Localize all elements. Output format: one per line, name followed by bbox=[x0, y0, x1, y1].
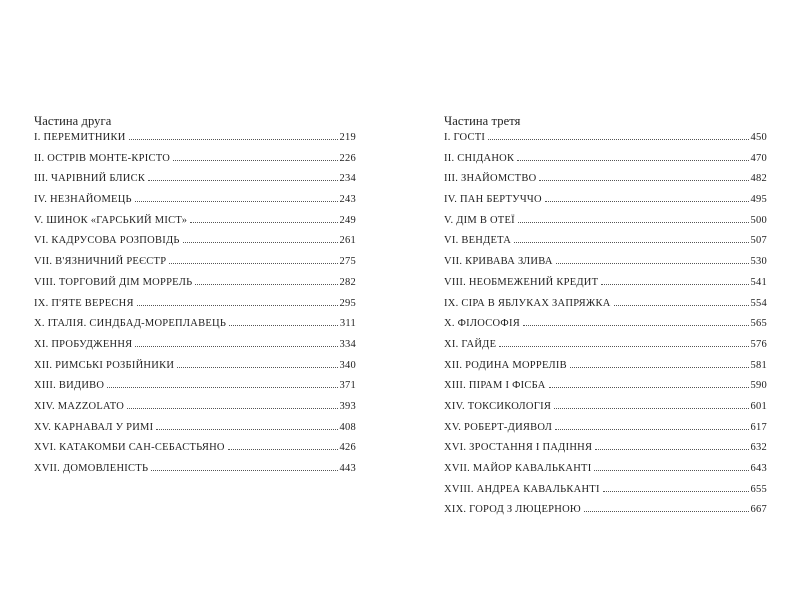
dot-leader bbox=[229, 324, 338, 326]
dot-leader bbox=[195, 283, 337, 285]
toc-entry[interactable] bbox=[444, 153, 767, 174]
dot-leader bbox=[173, 159, 337, 161]
toc-entry-page-number: 371 bbox=[339, 380, 356, 392]
toc-entry[interactable] bbox=[444, 484, 767, 505]
toc-entry-page-number: 311 bbox=[339, 318, 356, 330]
toc-entry[interactable] bbox=[34, 401, 356, 422]
toc-entry[interactable] bbox=[444, 442, 767, 463]
toc-entry-title: VII. В'ЯЗНИЧНИЙ РЕЄСТР bbox=[34, 256, 167, 268]
toc-entry[interactable] bbox=[34, 235, 356, 256]
toc-entry-page-number: 655 bbox=[750, 483, 767, 495]
toc-entry-page-number: 667 bbox=[750, 504, 767, 516]
toc-entry-page-number: 393 bbox=[339, 400, 356, 412]
toc-entry[interactable] bbox=[34, 298, 356, 319]
toc-entry-title: VIII. ТОРГОВИЙ ДІМ МОРРЕЛЬ bbox=[34, 276, 193, 288]
toc-entry-page-number: 275 bbox=[339, 256, 356, 268]
dot-leader bbox=[488, 138, 748, 140]
toc-entry[interactable] bbox=[34, 463, 356, 484]
toc-entry-page-number: 295 bbox=[339, 297, 356, 309]
dot-leader bbox=[555, 428, 748, 430]
toc-entry[interactable] bbox=[444, 380, 767, 401]
toc-entry[interactable] bbox=[444, 298, 767, 319]
toc-entry-title: V. ДІМ В ОТЕЇ bbox=[444, 214, 515, 226]
toc-entry[interactable] bbox=[34, 339, 356, 360]
toc-entry[interactable] bbox=[444, 215, 767, 236]
toc-entry-page-number: 243 bbox=[339, 194, 356, 206]
toc-entry-page-number: 590 bbox=[750, 380, 767, 392]
dot-leader bbox=[584, 510, 749, 512]
toc-entry-title: I. ГОСТІ bbox=[444, 132, 486, 143]
toc-entry-page-number: 426 bbox=[339, 442, 356, 454]
toc-entry[interactable] bbox=[34, 277, 356, 298]
toc-entry-title: VI. ВЕНДЕТА bbox=[444, 235, 512, 247]
toc-entry-page-number: 617 bbox=[750, 421, 767, 433]
toc-entry-page-number: 249 bbox=[339, 214, 356, 226]
dot-leader bbox=[228, 448, 338, 450]
toc-entry[interactable] bbox=[444, 235, 767, 256]
dot-leader bbox=[169, 262, 337, 264]
toc-entry-title: XIX. ГОРОД З ЛЮЦЕРНОЮ bbox=[444, 504, 581, 516]
toc-entry[interactable] bbox=[444, 277, 767, 298]
toc-entry-title: IX. СІРА В ЯБЛУКАХ ЗАПРЯЖКА bbox=[444, 297, 611, 309]
toc-entry-page-number: 450 bbox=[750, 132, 767, 143]
toc-entry-title: XII. РИМСЬКІ РОЗБІЙНИКИ bbox=[34, 359, 175, 371]
toc-entry-title: XI. ПРОБУДЖЕННЯ bbox=[34, 338, 133, 350]
toc-entry-page-number: 408 bbox=[339, 421, 356, 433]
dot-leader bbox=[151, 469, 337, 471]
toc-entry-page-number: 541 bbox=[750, 276, 767, 288]
toc-entry-title: XIII. ПІРАМ І ФІСБА bbox=[444, 380, 546, 392]
toc-entry-page-number: 576 bbox=[750, 338, 767, 350]
toc-entry-title: XIV. ТОКСИКОЛОГІЯ bbox=[444, 400, 552, 412]
toc-entry[interactable] bbox=[34, 194, 356, 215]
part-title: Частина третя bbox=[444, 114, 521, 128]
toc-entry[interactable] bbox=[34, 153, 356, 174]
toc-entry-page-number: 554 bbox=[750, 297, 767, 309]
toc-list bbox=[444, 132, 767, 525]
dot-leader bbox=[595, 448, 748, 450]
toc-entry[interactable] bbox=[444, 339, 767, 360]
toc-column-part-two bbox=[34, 113, 356, 484]
dot-leader bbox=[127, 407, 337, 409]
toc-entry-title: VIII. НЕОБМЕЖЕНИЙ КРЕДИТ bbox=[444, 276, 599, 288]
toc-entry-title: XV. РОБЕРТ-ДИЯВОЛ bbox=[444, 421, 553, 433]
toc-entry-page-number: 219 bbox=[339, 132, 356, 143]
toc-entry-title: V. ШИНОК «ГАРСЬКИЙ МІСТ» bbox=[34, 214, 188, 226]
toc-entry-title: X. ІТАЛІЯ. СИНДБАД-МОРЕПЛАВЕЦЬ bbox=[34, 318, 227, 330]
toc-entry-title: II. СНІДАНОК bbox=[444, 152, 515, 164]
toc-entry-page-number: 643 bbox=[750, 463, 767, 474]
toc-entry[interactable] bbox=[444, 463, 767, 484]
toc-entry-title: II. ОСТРІВ МОНТЕ-КРІСТО bbox=[34, 152, 171, 164]
toc-entry[interactable] bbox=[34, 318, 356, 339]
toc-entry-title: XVII. МАЙОР КАВАЛЬКАНТІ bbox=[444, 463, 592, 474]
toc-entry[interactable] bbox=[444, 401, 767, 422]
toc-entry-title: III. ЧАРІВНИЙ БЛИСК bbox=[34, 173, 146, 185]
toc-entry-title: XVIII. АНДРЕА КАВАЛЬКАНТІ bbox=[444, 483, 600, 495]
toc-entry-title: X. ФІЛОСОФІЯ bbox=[444, 318, 520, 330]
toc-entry[interactable] bbox=[34, 380, 356, 401]
dot-leader bbox=[539, 179, 748, 181]
toc-entry[interactable] bbox=[444, 504, 767, 525]
toc-entry-page-number: 565 bbox=[750, 318, 767, 330]
toc-entry-page-number: 581 bbox=[750, 359, 767, 371]
dot-leader bbox=[107, 386, 337, 388]
toc-entry-page-number: 234 bbox=[339, 173, 356, 185]
toc-entry[interactable] bbox=[444, 318, 767, 339]
dot-leader bbox=[514, 241, 748, 243]
dot-leader bbox=[601, 283, 748, 285]
toc-entry-page-number: 482 bbox=[750, 173, 767, 185]
toc-entry[interactable] bbox=[34, 360, 356, 381]
toc-entry-title: XV. КАРНАВАЛ У РИМІ bbox=[34, 421, 154, 433]
dot-leader bbox=[518, 221, 749, 223]
toc-entry[interactable] bbox=[444, 360, 767, 381]
toc-entry-title: XVI. КАТАКОМБИ САН-СЕБАСТЬЯНО bbox=[34, 442, 225, 454]
toc-entry[interactable] bbox=[444, 194, 767, 215]
toc-entry-page-number: 530 bbox=[750, 256, 767, 268]
toc-entry-page-number: 340 bbox=[339, 359, 356, 371]
part-title: Частина друга bbox=[34, 114, 112, 128]
dot-leader bbox=[570, 366, 749, 368]
dot-leader bbox=[554, 407, 748, 409]
toc-entry[interactable] bbox=[34, 173, 356, 194]
toc-entry[interactable] bbox=[444, 422, 767, 443]
toc-entry-title: XI. ГАЙДЕ bbox=[444, 338, 497, 350]
toc-entry[interactable] bbox=[34, 215, 356, 236]
toc-entry-page-number: 470 bbox=[750, 152, 767, 164]
toc-entry-title: XIII. ВИДИВО bbox=[34, 380, 105, 392]
toc-entry[interactable] bbox=[34, 132, 356, 153]
toc-entry-page-number: 226 bbox=[339, 152, 356, 164]
toc-entry[interactable] bbox=[34, 422, 356, 443]
toc-entry-page-number: 443 bbox=[339, 463, 356, 474]
toc-entry-page-number: 495 bbox=[750, 194, 767, 206]
dot-leader bbox=[614, 304, 749, 306]
toc-entry-title: VII. КРИВАВА ЗЛИВА bbox=[444, 256, 553, 268]
toc-entry-title: IX. П'ЯТЕ ВЕРЕСНЯ bbox=[34, 297, 134, 309]
toc-entry-title: XVI. ЗРОСТАННЯ І ПАДІННЯ bbox=[444, 442, 593, 454]
toc-column-part-three bbox=[444, 113, 767, 525]
dot-leader bbox=[523, 324, 749, 326]
toc-entry-page-number: 282 bbox=[339, 276, 356, 288]
toc-list bbox=[34, 132, 356, 484]
dot-leader bbox=[177, 366, 337, 368]
dot-leader bbox=[556, 262, 749, 264]
toc-entry-page-number: 507 bbox=[750, 235, 767, 247]
dot-leader bbox=[517, 159, 748, 161]
dot-leader bbox=[499, 345, 748, 347]
dot-leader bbox=[190, 221, 337, 223]
toc-entry[interactable] bbox=[444, 173, 767, 194]
dot-leader bbox=[135, 345, 337, 347]
dot-leader bbox=[156, 428, 337, 430]
dot-leader bbox=[183, 241, 338, 243]
dot-leader bbox=[148, 179, 337, 181]
toc-entry-page-number: 334 bbox=[339, 338, 356, 350]
toc-entry-title: VI. КАДРУСОВА РОЗПОВІДЬ bbox=[34, 235, 180, 247]
toc-entry-title: III. ЗНАЙОМСТВО bbox=[444, 173, 537, 185]
toc-entry-page-number: 261 bbox=[339, 235, 356, 247]
dot-leader bbox=[594, 469, 748, 471]
toc-entry-page-number: 500 bbox=[750, 214, 767, 226]
dot-leader bbox=[137, 304, 338, 306]
toc-entry-title: XVII. ДОМОВЛЕНІСТЬ bbox=[34, 463, 149, 474]
toc-entry-title: XII. РОДИНА МОРРЕЛІВ bbox=[444, 359, 567, 371]
toc-entry[interactable] bbox=[444, 132, 767, 153]
dot-leader bbox=[129, 138, 338, 140]
dot-leader bbox=[135, 200, 338, 202]
toc-entry[interactable] bbox=[444, 256, 767, 277]
toc-entry-title: IV. НЕЗНАЙОМЕЦЬ bbox=[34, 194, 132, 206]
toc-entry-page-number: 632 bbox=[750, 442, 767, 454]
toc-entry[interactable] bbox=[34, 442, 356, 463]
dot-leader bbox=[603, 490, 749, 492]
toc-entry-page-number: 601 bbox=[750, 400, 767, 412]
toc-entry[interactable] bbox=[34, 256, 356, 277]
toc-entry-title: IV. ПАН БЕРТУЧЧО bbox=[444, 194, 542, 206]
toc-entry-title: I. ПЕРЕМИТНИКИ bbox=[34, 132, 126, 143]
toc-entry-title: XIV. MAZZOLATO bbox=[34, 400, 125, 412]
dot-leader bbox=[545, 200, 749, 202]
dot-leader bbox=[549, 386, 749, 388]
